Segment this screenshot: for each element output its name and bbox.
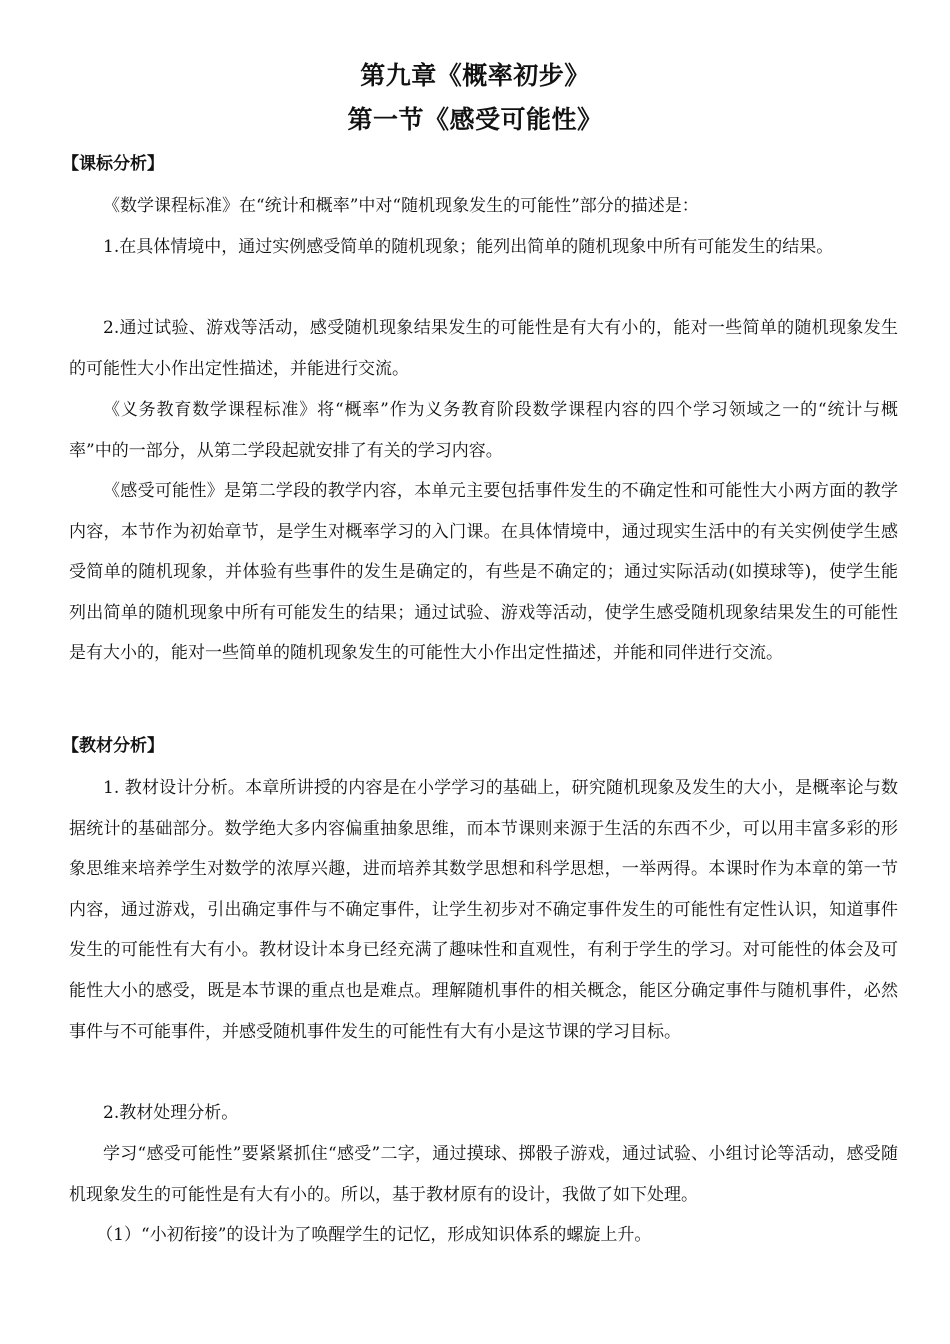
textbook-analysis-heading: 【教材分析】 (62, 736, 164, 756)
chapter-title: 第九章《概率初步》 (360, 61, 590, 90)
curriculum-paragraph-intro: 《数学课程标准》在“统计和概率”中对“随机现象发生的可能性”部分的描述是： (103, 196, 699, 216)
textbook-paragraph-processing: 学习“感受可能性”要紧紧抓住“感受”二字，通过摸球、掷骰子游戏，通过试验、小组讨论等活动，感受随机现象发生的可能性是有大有小的。所以，基于教材原有的设计，我做了如下处理。 (69, 1144, 898, 1205)
curriculum-paragraph-description: 《感受可能性》是第二学段的教学内容，本单元主要包括事件发生的不确定性和可能性大小两方面的教学内容，本节作为初始章节，是学生对概率学习的入门课。在具体情境中，通过现实生活中的有关实例使学生感受简单的随机现象，并体验有些事件的发生是确定的，有些是不确定的；通过实际活动(如摸球等)，使学生能列出简单的随机现象中所有可能发生的结果；通过试验、游戏等活动，使学生感受随机现象结果发生的可能性是有大小的，能对一些简单的随机现象发生的可能性大小作出定性描述，并能和同伴进行交流。 (69, 481, 898, 664)
section-title: 第一节《感受可能性》 (347, 105, 603, 134)
curriculum-paragraph-point-2: 2.通过试验、游戏等活动，感受随机现象结果发生的可能性是有大有小的，能对一些简单的随机现象发生的可能性大小作出定性描述，并能进行交流。 (69, 318, 898, 379)
textbook-paragraph-processing-title: 2.教材处理分析。 (103, 1103, 239, 1123)
curriculum-paragraph-standard: 《义务教育数学课程标准》将“概率”作为义务教育阶段数学课程内容的四个学习领域之一的“统计与概率”中的一部分，从第二学段起就安排了有关的学习内容。 (69, 400, 898, 461)
textbook-paragraph-design: 1. 教材设计分析。本章所讲授的内容是在小学学习的基础上，研究随机现象及发生的大小，是概率论与数据统计的基础部分。数学绝大多内容偏重抽象思维，而本节课则来源于生活的东西不少，可以用丰富多彩的形象思维来培养学生对数学的浓厚兴趣，进而培养其数学思想和科学思想，一举两得。本课时作为本章的第一节内容，通过游戏，引出确定事件与不确定事件，让学生初步对不确定事件发生的可能性有定性认识，知道事件发生的可能性有大有小。教材设计本身已经充满了趣味性和直观性，有利于学生的学习。对可能性的体会及可能性大小的感受，既是本节课的重点也是难点。理解随机事件的相关概念，能区分确定事件与随机事件，必然事件与不可能事件，并感受随机事件发生的可能性有大有小是这节课的学习目标。 (69, 778, 898, 1042)
textbook-paragraph-item-1: （1）“小初衔接”的设计为了唤醒学生的记忆，形成知识体系的螺旋上升。 (96, 1225, 652, 1245)
curriculum-paragraph-point-1: 1.在具体情境中，通过实例感受简单的随机现象；能列出简单的随机现象中所有可能发生的结果。 (103, 237, 834, 257)
curriculum-analysis-heading: 【课标分析】 (62, 154, 164, 174)
